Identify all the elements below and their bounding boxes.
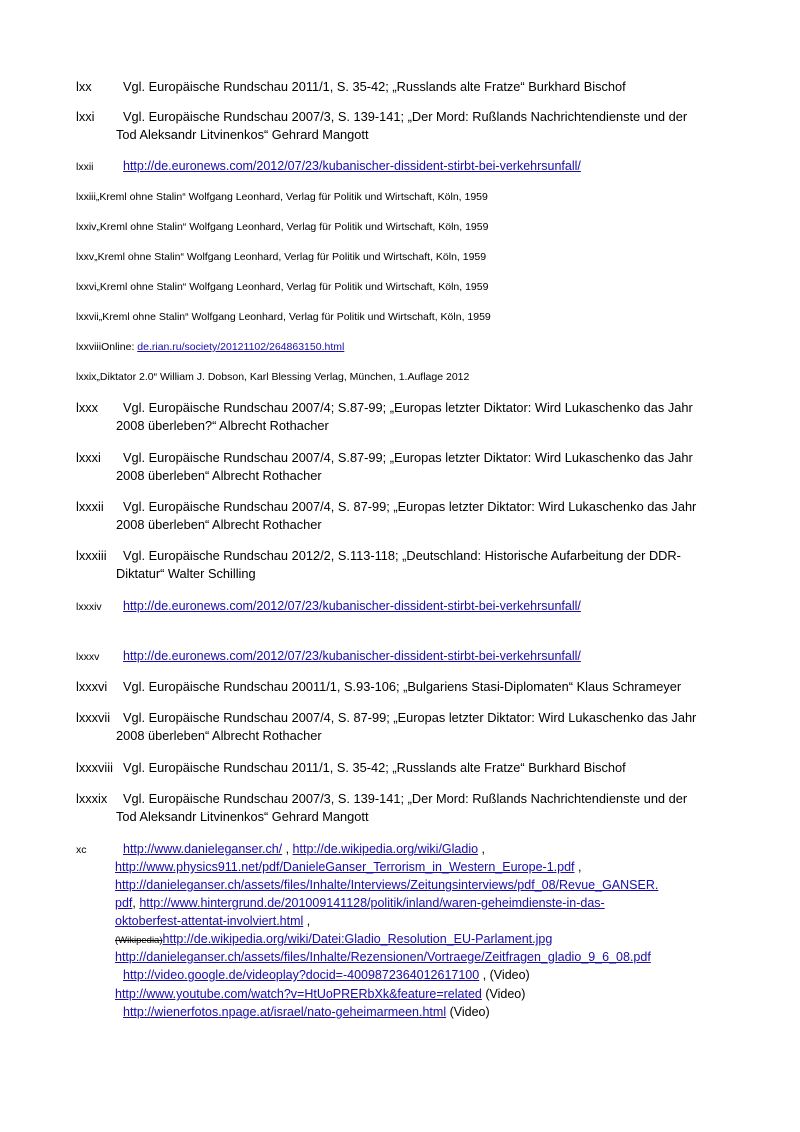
endnote-text: „Kreml ohne Stalin“ Wolfgang Leonhard, Verlag für Politik und Wirtschaft, Köln, 1959 (96, 281, 489, 293)
endnote-number: lxxxviii (76, 760, 113, 775)
xc-line-9 (115, 985, 525, 1003)
endnote-text: Vgl. Europäische Rundschau 2007/4, S. 87-99; „Europas letzter Diktator: Wird Lukaschenko das Jahr (123, 710, 697, 725)
xc-line-6 (115, 930, 552, 950)
video-label: (Video) (446, 1005, 490, 1019)
endnote-text: „Kreml ohne Stalin“ Wolfgang Leonhard, Verlag für Politik und Wirtschaft, Köln, 1959 (96, 221, 489, 233)
endnote-text: Vgl. Europäische Rundschau 2011/1, S. 35-42; „Russlands alte Fratze“ Burkhard Bischof (123, 79, 626, 94)
endnote-number: lxxxix (76, 791, 108, 806)
endnote-link[interactable]: http://www.physics911.net/pdf/DanieleGanser_Terrorism_in_Western_Europe-1.pdf (115, 860, 575, 874)
endnote-text: Vgl. Europäische Rundschau 2007/4, S.87-99; „Europas letzter Diktator: Wird Lukaschenko das Jahr (123, 450, 693, 465)
separator: , (574, 860, 582, 874)
endnote-link[interactable]: http://de.euronews.com/2012/07/23/kubanischer-dissident-stirbt-bei-verkehrsunfall/ (123, 159, 581, 173)
endnote-number: lxxvii (76, 311, 99, 323)
endnote-number: lxxi (76, 109, 95, 124)
endnote-number: lxxv (76, 251, 95, 263)
endnote-link[interactable]: http://de.wikipedia.org/wiki/Gladio (292, 842, 479, 856)
endnote-lxxviii (76, 340, 736, 354)
endnote-number: lxxxi (76, 450, 101, 465)
endnote-number: lxxx (76, 400, 99, 415)
endnote-text-continued: 2008 überleben“ Albrecht Rothacher (116, 468, 322, 483)
xc-line-1 (123, 840, 485, 858)
endnote-number: xc (76, 844, 87, 856)
endnote-lxx (76, 78, 736, 96)
endnote-text: „Diktator 2.0“ William J. Dobson, Karl Blessing Verlag, München, 1.Auflage 2012 (96, 371, 470, 383)
endnote-link[interactable]: http://danieleganser.ch/assets/files/Inhalte/Interviews/Zeitungsinterviews/pdf_08/Revue_GANSER. (115, 878, 659, 892)
endnote-text: Vgl. Europäische Rundschau 2011/1, S. 35-42; „Russlands alte Fratze“ Burkhard Bischof (123, 760, 626, 775)
endnote-number: lxxii (76, 161, 94, 173)
endnote-link[interactable]: http://www.youtube.com/watch?v=HtUoPRERbXk&feature=related (115, 987, 482, 1001)
endnote-number: lxxiii (76, 191, 96, 203)
xc-line-8 (123, 966, 530, 984)
endnote-link[interactable]: http://de.wikipedia.org/wiki/Datei:Gladio_Resolution_EU-Parlament.jpg (162, 932, 553, 946)
endnote-text: „Kreml ohne Stalin“ Wolfgang Leonhard, Verlag für Politik und Wirtschaft, Köln, 1959 (95, 191, 488, 203)
endnote-lxxv (76, 250, 736, 264)
endnote-text: „Kreml ohne Stalin“ Wolfgang Leonhard, Verlag für Politik und Wirtschaft, Köln, 1959 (94, 251, 487, 263)
endnote-lxxxiv (76, 597, 736, 616)
endnote-lxxix (76, 370, 736, 384)
endnote-number: lxxxvi (76, 679, 108, 694)
endnote-text: Vgl. Europäische Rundschau 2007/3, S. 139-141; „Der Mord: Rußlands Nachrichtendienste und der (123, 109, 688, 124)
endnote-lxxvii (76, 310, 736, 324)
endnote-text-continued: Tod Aleksandr Litvinenkos“ Gehrard Mangott (116, 127, 369, 142)
endnote-text-continued: 2008 überleben?“ Albrecht Rothacher (116, 418, 329, 433)
endnote-text: Vgl. Europäische Rundschau 2007/4; S.87-99; „Europas letzter Diktator: Wird Lukaschenko das Jahr (123, 400, 693, 415)
endnote-lxxx (76, 399, 736, 435)
endnote-link[interactable]: http://de.euronews.com/2012/07/23/kubanischer-dissident-stirbt-bei-verkehrsunfall/ (123, 599, 581, 613)
endnote-lxxxvii (76, 709, 736, 745)
endnote-link[interactable]: oktoberfest-attentat-involviert.html (115, 914, 304, 928)
endnote-link[interactable]: http://de.euronews.com/2012/07/23/kubanischer-dissident-stirbt-bei-verkehrsunfall/ (123, 649, 581, 663)
endnote-number: lxxiv (76, 221, 97, 233)
separator: , (303, 914, 311, 928)
endnote-link[interactable]: http://wienerfotos.npage.at/israel/nato-geheimarmeen.html (123, 1005, 447, 1019)
endnote-text: Vgl. Europäische Rundschau 20011/1, S.93-106; „Bulgariens Stasi-Diplomaten“ Klaus Schrameyer (123, 679, 682, 694)
xc-line-2 (115, 858, 581, 876)
separator: , (478, 842, 486, 856)
endnote-text-continued: 2008 überleben“ Albrecht Rothacher (116, 728, 322, 743)
endnote-text-continued: Diktatur“ Walter Schilling (116, 566, 256, 581)
separator: , (282, 842, 293, 856)
endnote-lxxiii (76, 190, 736, 204)
endnote-number: lxxxii (76, 499, 104, 514)
endnote-number: lxxviii (76, 341, 102, 353)
endnote-link[interactable]: http://danieleganser.ch/assets/files/Inhalte/Rezensionen/Vortraege/Zeitfragen_gladio_9_6_08.pdf (115, 950, 651, 964)
endnote-text: Vgl. Europäische Rundschau 2012/2, S.113-118; „Deutschland: Historische Aufarbeitung der DDR- (123, 548, 681, 563)
endnote-text-continued: 2008 überleben“ Albrecht Rothacher (116, 517, 322, 532)
separator: , (132, 896, 140, 910)
endnote-number: lxx (76, 79, 92, 94)
endnote-lxxvi (76, 280, 736, 294)
endnote-lxxxv (76, 647, 736, 666)
endnote-lxxxvi (76, 678, 736, 696)
wikipedia-label: (Wikipedia) (115, 935, 163, 946)
xc-line-7 (115, 948, 651, 966)
endnote-link[interactable]: http://www.hintergrund.de/201009141128/politik/inland/waren-geheimdienste-in-das- (139, 896, 605, 910)
endnote-number: lxxix (76, 371, 97, 383)
xc-line-3 (115, 876, 658, 894)
video-label: , (Video) (479, 968, 530, 982)
endnote-number: lxxxiv (76, 601, 102, 613)
endnote-lxxi (76, 108, 736, 144)
endnote-lxxxiii (76, 547, 736, 583)
endnote-text: „Kreml ohne Stalin“ Wolfgang Leonhard, Verlag für Politik und Wirtschaft, Köln, 1959 (98, 311, 491, 323)
endnote-lxxxi (76, 449, 736, 485)
endnote-link[interactable]: de.rian.ru/society/20121102/264863150.html (137, 341, 345, 353)
endnote-link[interactable]: http://www.danieleganser.ch/ (123, 842, 283, 856)
endnote-number: lxxxv (76, 651, 100, 663)
endnote-lxxiv (76, 220, 736, 234)
xc-line-10 (123, 1003, 490, 1021)
endnote-link[interactable]: http://video.google.de/videoplay?docid=-4009872364012617100 (123, 968, 480, 982)
endnote-prefix: Online: (101, 341, 138, 353)
endnote-number: lxxxvii (76, 710, 111, 725)
endnote-lxxxii (76, 498, 736, 534)
endnote-number: lxxxiii (76, 548, 107, 563)
xc-line-5 (115, 912, 310, 930)
xc-line-4 (115, 894, 605, 912)
endnote-lxxii (76, 157, 736, 176)
endnote-text-continued: Tod Aleksandr Litvinenkos“ Gehrard Mangott (116, 809, 369, 824)
endnote-text: Vgl. Europäische Rundschau 2007/3, S. 139-141; „Der Mord: Rußlands Nachrichtendienste und der (123, 791, 688, 806)
endnote-lxxxix (76, 790, 736, 826)
endnote-lxxxviii (76, 759, 736, 777)
video-label: (Video) (481, 987, 526, 1001)
endnote-number: lxxvi (76, 281, 97, 293)
endnote-link[interactable]: pdf (115, 896, 133, 910)
endnote-text: Vgl. Europäische Rundschau 2007/4, S. 87-99; „Europas letzter Diktator: Wird Lukaschenko das Jahr (123, 499, 697, 514)
